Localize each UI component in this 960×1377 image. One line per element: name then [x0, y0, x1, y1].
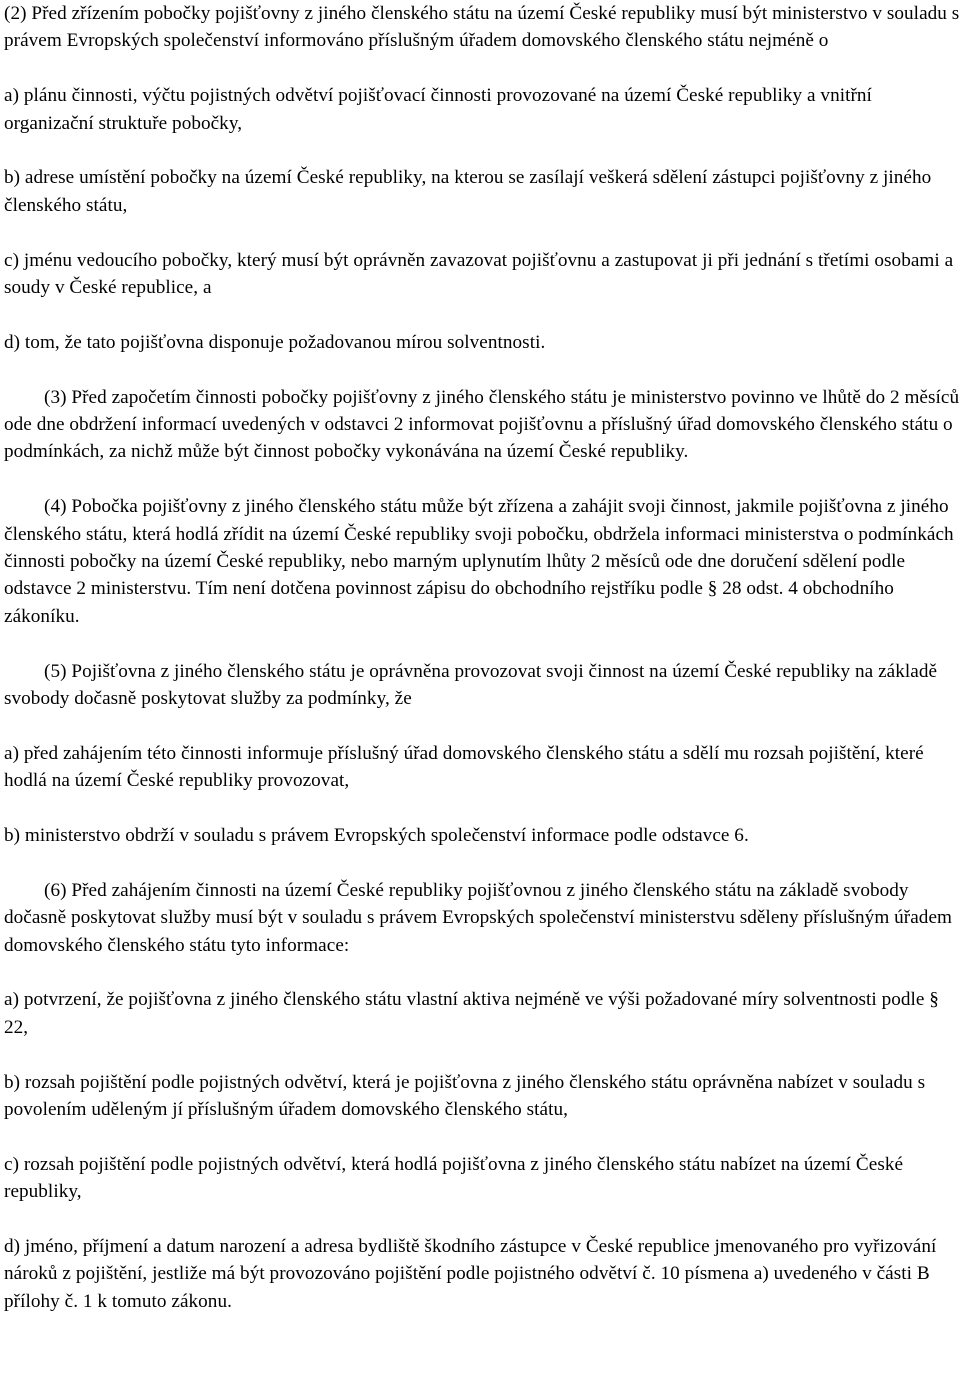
paragraph-gap: [4, 959, 960, 986]
paragraph-2c: c) jménu vedoucího pobočky, který musí být oprávněn zavazovat pojišťovnu a zastupovat ji při jednání s třetími osobami a soudy v České republice, a: [4, 249, 954, 299]
paragraph-gap: [4, 1041, 960, 1068]
paragraph-gap: [4, 466, 960, 493]
paragraph-2: (2) Před zřízením pobočky pojišťovny z jiného členského státu na území České republiky musí být ministerstvo v souladu s právem Evropských společenství informováno příslušným úřadem domovského členského státu nejméně o: [4, 3, 960, 52]
paragraph-gap: [4, 137, 960, 164]
paragraph-3: (3) Před započetím činnosti pobočky pojišťovny z jiného členského státu je ministerstvo povinno ve lhůtě do 2 měsíců ode dne obdržení informací uvedených v odstavci 2 informovat pojišťovnu a příslušný úřad domovského členského státu o podmínkách, za nichž může být činnost pobočky vykonávána na území České republiky.: [4, 386, 960, 463]
paragraph-gap: [4, 1206, 960, 1233]
paragraph-2a: a) plánu činnosti, výčtu pojistných odvětví pojišťovací činnosti provozované na území České republiky a vnitřní organizační struktuře pobočky,: [4, 85, 872, 134]
paragraph-gap: [4, 1123, 960, 1150]
paragraph-gap: [4, 795, 960, 822]
paragraph-4: (4) Pobočka pojišťovny z jiného členského státu může být zřízena a zahájit svoji činnost, jakmile pojišťovna z jiného členského státu, která hodlá zřídit na území České republiky svoji pobočku, obdržela informaci ministerstva o podmínkách činnosti pobočky na území České republiky, nebo marným uplynutím lhůty 2 měsíců ode dne doručení sdělení podle odstavce 2 ministerstvu. Tím není dotčena povinnost zápisu do obchodního rejstříku podle § 28 odst. 4 obchodního zákoníku.: [4, 496, 954, 627]
paragraph-6b: b) rozsah pojištění podle pojistných odvětví, která je pojišťovna z jiného členského státu oprávněna nabízet v souladu s povolením uděleným jí příslušným úřadem domovského členského státu,: [4, 1071, 926, 1121]
paragraph-gap: [4, 301, 960, 328]
paragraph-6a: a) potvrzení, že pojišťovna z jiného členského státu vlastní aktiva nejméně ve výši požadované míry solventnosti podle § 22,: [4, 989, 939, 1038]
paragraph-5a: a) před zahájením této činnosti informuje příslušný úřad domovského členského státu a sdělí mu rozsah pojištění, které hodlá na území České republiky provozovat,: [4, 742, 924, 792]
paragraph-gap: [4, 55, 960, 82]
paragraph-gap: [4, 630, 960, 657]
paragraph-6c: c) rozsah pojištění podle pojistných odvětví, která hodlá pojišťovna z jiného členského státu nabízet na území České republiky,: [4, 1153, 904, 1203]
paragraph-5: (5) Pojišťovna z jiného členského státu je oprávněna provozovat svoji činnost na území České republiky na základě svobody dočasně poskytovat služby za podmínky, že: [4, 660, 938, 710]
paragraph-2d: d) tom, že tato pojišťovna disponuje požadovanou mírou solventnosti.: [4, 331, 546, 353]
document-page: [4, 0, 960, 1315]
paragraph-gap: [4, 356, 960, 383]
paragraph-2b: b) adrese umístění pobočky na území České republiky, na kterou se zasílají veškerá sdělení zástupci pojišťovny z jiného členského státu,: [4, 167, 932, 216]
paragraph-gap: [4, 712, 960, 739]
paragraph-5b: b) ministerstvo obdrží v souladu s právem Evropských společenství informace podle odstavce 6.: [4, 825, 749, 847]
paragraph-gap: [4, 849, 960, 876]
paragraph-6: (6) Před zahájením činnosti na území České republiky pojišťovnou z jiného členského státu na základě svobody dočasně poskytovat služby musí být v souladu s právem Evropských společenství ministerstvu sděleny příslušným úřadem domovského členského státu tyto informace:: [4, 879, 952, 956]
paragraph-gap: [4, 219, 960, 246]
paragraph-6d: d) jméno, příjmení a datum narození a adresa bydliště škodního zástupce v České republice jmenovaného pro vyřizování nároků z pojištění, jestliže má být provozováno pojištění podle pojistného odvětví č. 10 písmena a) uvedeného v části B přílohy č. 1 k tomuto zákonu.: [4, 1236, 937, 1312]
